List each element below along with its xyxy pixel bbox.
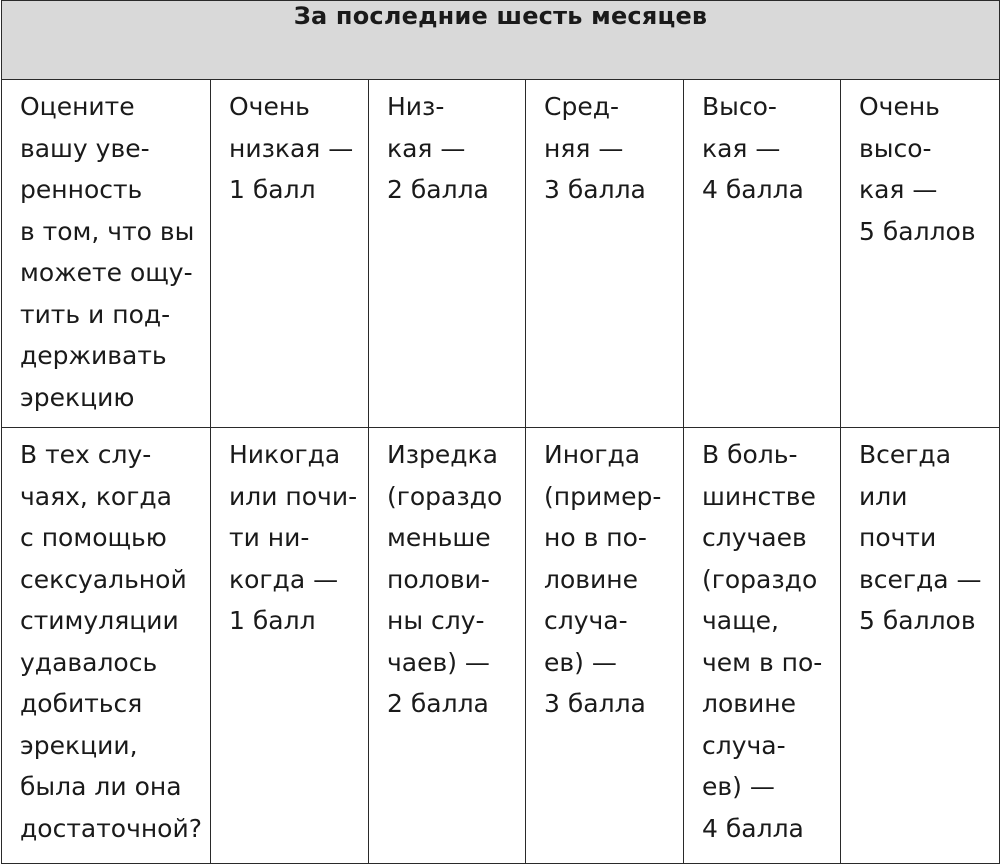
text-line: ев) — (702, 772, 775, 801)
text-line: сексуальной (20, 564, 187, 594)
text-line: (гораздо (702, 564, 818, 594)
text-line: держивать (20, 341, 167, 370)
text-line: ловине (702, 689, 796, 718)
text-line: Оцените (20, 92, 135, 121)
text-line: 5 баллов (859, 606, 976, 635)
text-line: высо- (859, 133, 932, 163)
option-cell (369, 428, 526, 864)
text-line: ти ни- (229, 523, 310, 552)
text-line: 3 балла (544, 175, 646, 204)
table-row (2, 428, 1000, 864)
text-line: тить и под- (20, 299, 171, 329)
text-line: чаях, когда (20, 481, 172, 511)
text-line: с помощью (20, 523, 167, 552)
text-line: Сред- (544, 92, 620, 121)
text-line: (гораздо (387, 481, 503, 511)
text-line: кая — (702, 133, 781, 163)
text-line: в том, что вы (20, 216, 195, 246)
text-line: ловине (544, 564, 638, 594)
survey-table (1, 0, 1000, 864)
text-line: кая — (387, 133, 466, 163)
text-line: Иногда (544, 440, 641, 469)
table-row (2, 80, 1000, 428)
text-line: 3 балла (544, 689, 646, 718)
text-line: случа- (544, 606, 628, 635)
text-line: добиться (20, 689, 143, 718)
text-line: ны слу- (387, 606, 485, 635)
table-header: За последние шесть месяцев (2, 1, 1000, 80)
text-line: стимуляции (20, 606, 179, 635)
text-line: удавалось (20, 647, 158, 677)
option-cell (684, 428, 841, 864)
text-line: В тех слу- (20, 440, 152, 469)
option-cell (841, 80, 1000, 428)
text-line: 4 балла (702, 175, 804, 204)
text-line: чаще, (702, 606, 779, 635)
text-line: няя — (544, 133, 624, 163)
text-line: всегда — (859, 564, 982, 594)
text-line: В боль- (702, 440, 798, 469)
text-line: Никогда (229, 440, 341, 469)
text-line: или (859, 481, 908, 511)
text-line: чаев) — (387, 647, 490, 677)
text-line: Изредка (387, 440, 498, 469)
text-line: ев) — (544, 647, 617, 677)
text-line: Очень (859, 92, 940, 121)
option-cell (526, 80, 684, 428)
text-line: была ли она (20, 772, 182, 801)
text-line: можете ощу- (20, 258, 193, 287)
text-line: Высо- (702, 92, 777, 121)
text-line: почти (859, 523, 937, 552)
text-line: полови- (387, 564, 490, 594)
question-cell (2, 428, 211, 864)
text-line: эрекции, (20, 730, 138, 760)
text-line: низкая — (229, 133, 354, 163)
text-line: достаточной? (20, 813, 202, 843)
text-line: Всегда (859, 440, 952, 469)
text-line: 2 балла (387, 175, 489, 204)
text-line: вашу уве- (20, 133, 150, 163)
text-line: эрекцию (20, 382, 135, 412)
option-cell (526, 428, 684, 864)
text-line: (пример- (544, 481, 662, 511)
text-line: Очень (229, 92, 310, 121)
text-line: 1 балл (229, 175, 316, 204)
text-line: или почи- (229, 481, 358, 511)
option-cell (211, 428, 369, 864)
option-cell (684, 80, 841, 428)
text-line: ренность (20, 175, 143, 204)
text-line: случа- (702, 730, 786, 760)
text-line: кая — (859, 175, 938, 204)
option-cell (841, 428, 1000, 864)
text-line: Низ- (387, 92, 445, 121)
option-cell (369, 80, 526, 428)
text-line: 4 балла (702, 813, 804, 843)
text-line: шинстве (702, 481, 816, 511)
text-line: когда — (229, 564, 339, 594)
text-line: 2 балла (387, 689, 489, 718)
option-cell (211, 80, 369, 428)
text-line: 1 балл (229, 606, 316, 635)
text-line: чем в по- (702, 647, 823, 677)
text-line: 5 баллов (859, 216, 976, 246)
text-line: но в по- (544, 523, 647, 552)
text-line: меньше (387, 523, 491, 552)
question-cell (2, 80, 211, 428)
text-line: случаев (702, 523, 807, 552)
